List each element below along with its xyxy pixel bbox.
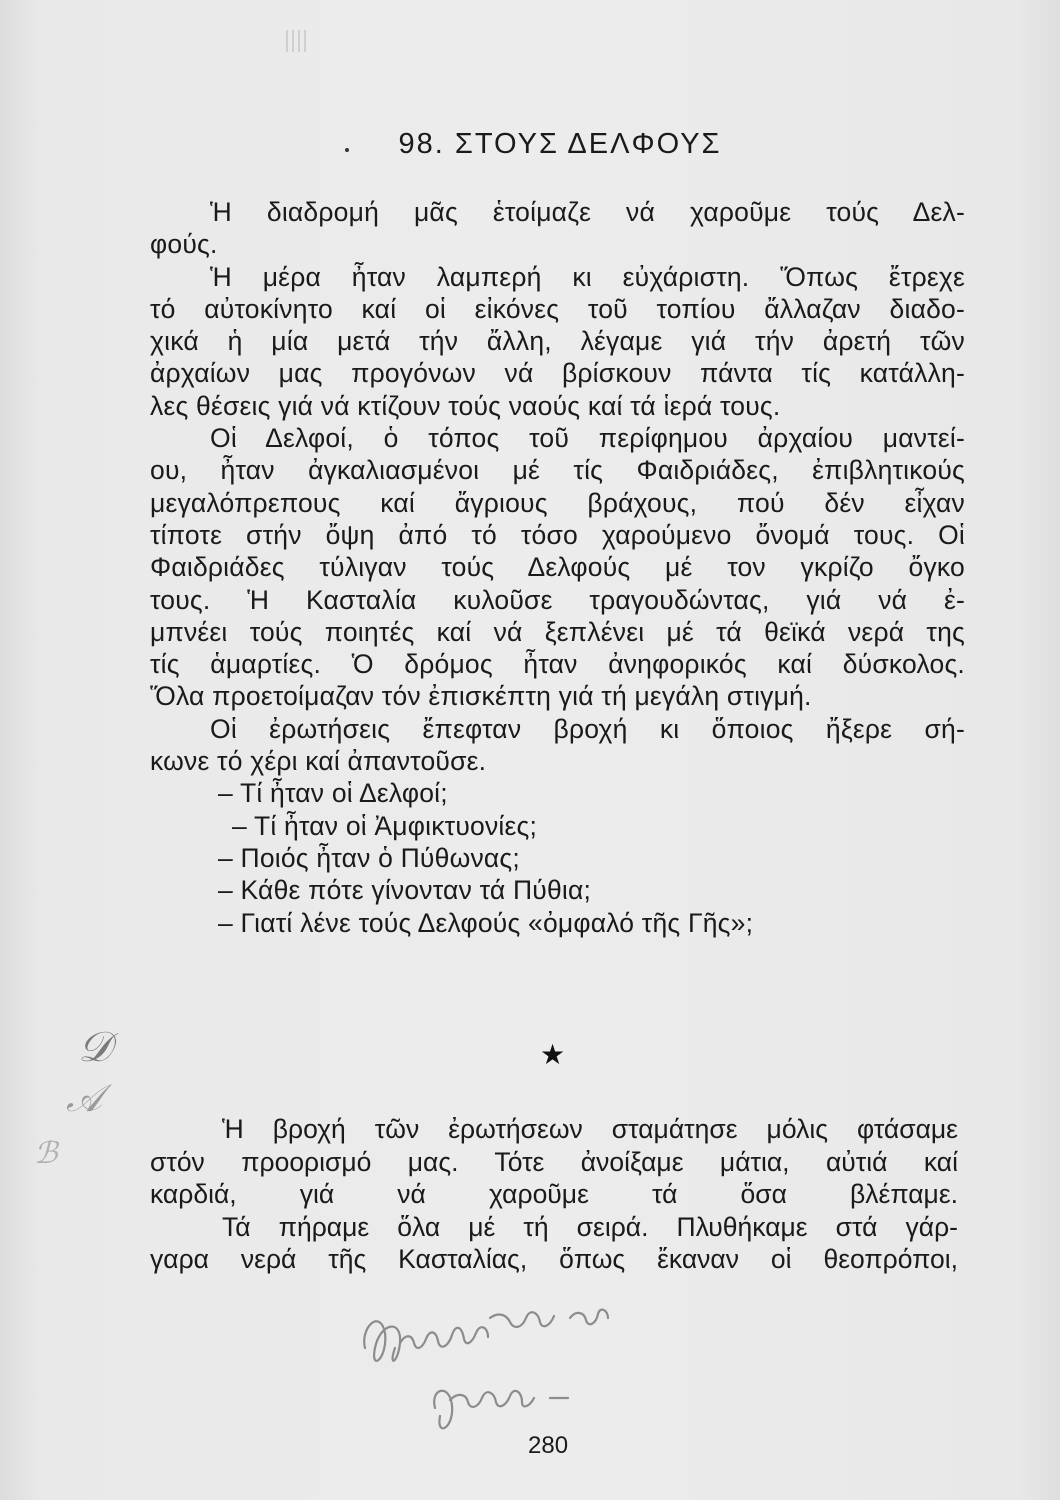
- text-line: στόν προορισμό μας. Τότε ἀνοίξαμε μάτια, αὐτιά καί: [150, 1146, 958, 1177]
- text-line: Οἱ Δελφοί, ὁ τόπος τοῦ περίφημου ἀρχαίου μαντεί-: [210, 423, 965, 454]
- text-line: – Κάθε πότε γίνονταν τά Πύθια;: [218, 875, 592, 906]
- text-line: λες θέσεις γιά νά κτίζουν τούς ναούς καί τά ἱερά τους.: [150, 390, 781, 421]
- text-line: ἀρχαίων μας προγόνων νά βρίσκουν πάντα τίς κατάλλη-: [150, 358, 965, 389]
- text-line: γαρα νερά τῆς Κασταλίας, ὅπως ἔκαναν οἱ θεοπρόποι,: [150, 1244, 958, 1274]
- text-line: Ἡ διαδρομή μᾶς ἑτοίμαζε νά χαροῦμε τούς Δελ-: [210, 197, 965, 227]
- text-line: – Τί ἦταν οἱ Δελφοί;: [218, 778, 448, 809]
- text-line: ου, ἦταν ἀγκαλιασμένοι μέ τίς Φαιδριάδες, ἐπιβλητικούς: [150, 455, 965, 486]
- scan-bleed-marks: [286, 30, 316, 54]
- text-line: καρδιά, γιά νά χαροῦμε τά ὅσα βλέπαμε.: [150, 1179, 958, 1209]
- text-line: τίποτε στήν ὄψη ἀπό τό τόσο χαρούμενο ὄνομά τους. Οἱ: [150, 519, 965, 550]
- body-text-part1: [150, 196, 965, 939]
- handwritten-margin-mark: 𝒜: [66, 1076, 102, 1120]
- text-line: Ἡ μέρα ἦταν λαμπερή κι εὐχάριστη. Ὅπως ἔτρεχε: [210, 261, 965, 292]
- handwritten-margin-mark: 𝒟: [78, 1022, 112, 1071]
- text-line: – Γιατί λένε τούς Δελφούς «ὀμφαλό τῆς Γῆς»;: [218, 907, 754, 938]
- text-line: Οἱ ἐρωτήσεις ἔπεφταν βροχή κι ὅποιος ἤξερε σή-: [210, 713, 965, 744]
- text-line: μπνέει τούς ποιητές καί νά ξεπλένει μέ τά θεϊκά νερά της: [150, 616, 965, 647]
- handwritten-signature: [340, 1288, 670, 1458]
- text-line: Ἡ βροχή τῶν ἐρωτήσεων σταμάτησε μόλις φτάσαμε: [222, 1114, 958, 1144]
- chapter-title: 98. ΣΤΟΥΣ ΔΕΛΦΟΥΣ: [398, 128, 722, 160]
- text-line: – Ποιός ἦταν ὁ Πύθωνας;: [218, 842, 520, 873]
- section-separator-star: ★: [540, 1039, 566, 1070]
- text-line: μεγαλόπρεπους καί ἄγριους βράχους, πού δέν εἶχαν: [150, 487, 965, 518]
- page-number: 280: [528, 1432, 569, 1459]
- text-line: κωνε τό χέρι καί ἀπαντοῦσε.: [150, 746, 487, 777]
- text-line: τους. Ἡ Κασταλία κυλοῦσε τραγουδώντας, γιά νά ἐ-: [150, 584, 965, 615]
- text-line: Τά πήραμε ὅλα μέ τή σειρά. Πλυθήκαμε στά γάρ-: [222, 1211, 958, 1242]
- text-line: – Τί ἦταν οἱ Ἀμφικτυονίες;: [232, 810, 538, 841]
- text-line: τίς ἁμαρτίες. Ὁ δρόμος ἦταν ἀνηφορικός καί δύσκολος.: [150, 649, 965, 680]
- body-text-part2: [150, 1113, 958, 1276]
- text-line: Ὅλα προετοίμαζαν τόν ἐπισκέπτη γιά τή μεγάλη στιγμή.: [150, 681, 812, 712]
- text-line: χικά ἡ μία μετά τήν ἄλλη, λέγαμε γιά τήν ἀρετή τῶν: [150, 326, 965, 357]
- handwritten-margin-mark: ℬ: [34, 1136, 58, 1171]
- text-line: Φαιδριάδες τύλιγαν τούς Δελφούς μέ τον γκρίζο ὄγκο: [150, 552, 965, 583]
- text-line: φούς.: [150, 229, 218, 260]
- text-line: τό αὐτοκίνητο καί οἱ εἰκόνες τοῦ τοπίου ἄλλαζαν διαδο-: [150, 293, 965, 324]
